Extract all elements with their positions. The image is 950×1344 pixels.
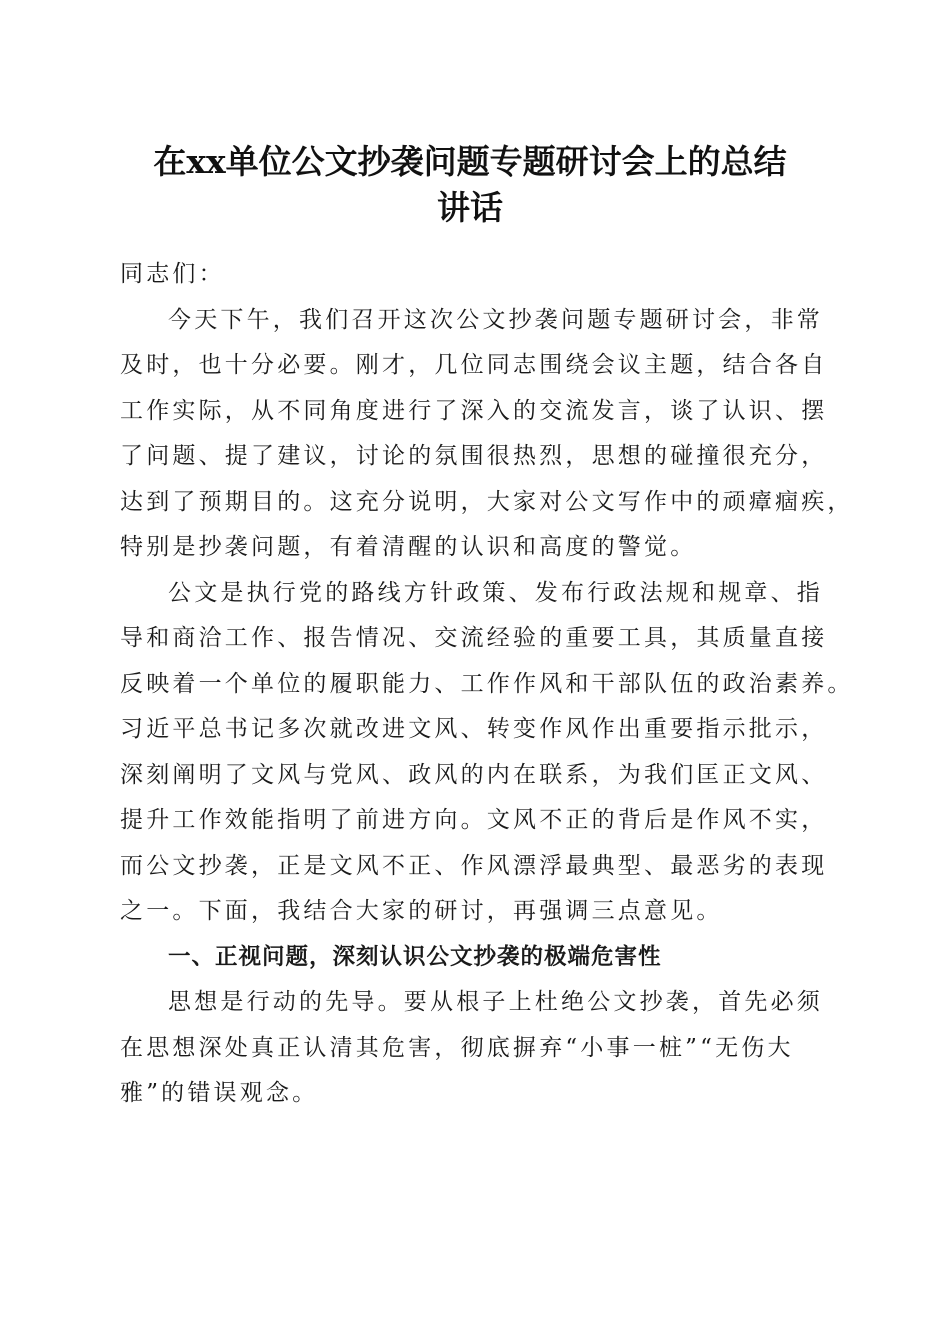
paragraph2-line: 之一。下面，我结合大家的研讨，再强调三点意见。 <box>120 898 723 924</box>
paragraph1-line: 今天下午，我们召开这次公文抄袭问题专题研讨会，非常 <box>168 306 823 333</box>
paragraph3-line: 思想是行动的先导。要从根子上杜绝公文抄袭，首先必须 <box>168 989 823 1015</box>
paragraph2-line: 提升工作效能指明了前进方向。文风不正的背后是作风不实， <box>120 807 828 833</box>
paragraph2-line: 而公文抄袭，正是文风不正、作风漂浮最典型、最恶劣的表现 <box>120 852 828 879</box>
document-body <box>120 252 854 1117</box>
paragraph2-line: 深刻阐明了文风与党风、政风的内在联系，为我们匡正文风、 <box>120 761 828 788</box>
paragraph2-line: 习近平总书记多次就改进文风、转变作风作出重要指示批示， <box>120 716 828 742</box>
paragraph2-line: 反映着一个单位的履职能力、工作作风和干部队伍的政治素养。 <box>120 670 854 697</box>
document-title-line2: 讲话 <box>437 188 503 227</box>
paragraph2-line: 导和商洽工作、报告情况、交流经验的重要工具，其质量直接 <box>120 625 828 651</box>
section1-heading: 一、正视问题，深刻认识公文抄袭的极端危害性 <box>168 943 662 970</box>
paragraph1-line: 达到了预期目的。这充分说明，大家对公文写作中的顽瘴痼疾， <box>120 488 854 515</box>
document-title-line1: 在xx单位公文抄袭问题专题研讨会上的总结 <box>153 142 787 181</box>
paragraph2-line: 公文是执行党的路线方针政策、发布行政法规和规章、指 <box>168 579 823 606</box>
paragraph3-line: 在思想深处真正认清其危害，彻底摒弃“小事一桩”“无伤大 <box>120 1034 794 1061</box>
paragraph3-line: 雅”的错误观念。 <box>120 1080 319 1106</box>
paragraph1-line: 特别是抄袭问题，有着清醒的认识和高度的警觉。 <box>120 534 697 560</box>
salutation: 同志们： <box>120 261 225 287</box>
paragraph1-line: 及时，也十分必要。刚才，几位同志围绕会议主题，结合各自 <box>120 352 828 378</box>
paragraph1-line: 了问题、提了建议，讨论的氛围很热烈，思想的碰撞很充分， <box>120 443 828 469</box>
paragraph1-line: 工作实际，从不同角度进行了深入的交流发言，谈了认识、摆 <box>120 397 828 424</box>
